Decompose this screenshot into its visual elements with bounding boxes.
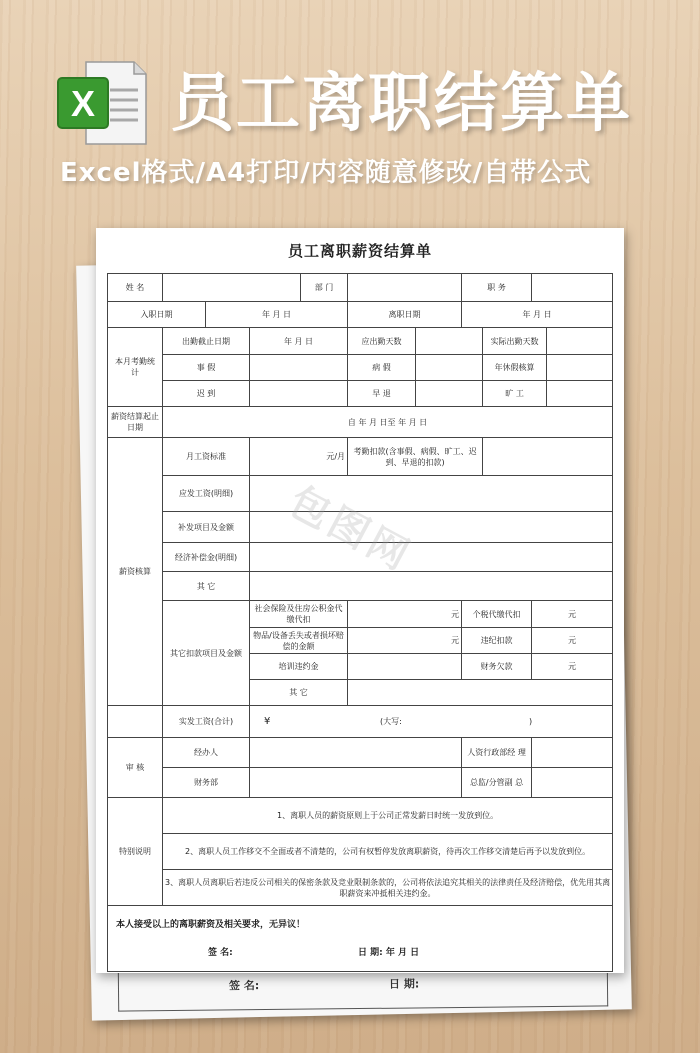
compensation-label: 经济补偿金(明细): [163, 543, 250, 572]
settle-period-field[interactable]: 自 年 月 日至 年 月 日: [163, 407, 613, 438]
table-row: [108, 870, 613, 906]
late-label: 迟 到: [163, 381, 250, 407]
other-deduction-item-field[interactable]: [348, 680, 613, 706]
finance-debt-field[interactable]: 元: [532, 654, 613, 680]
table-row: [108, 906, 613, 972]
form-sheet: [96, 228, 624, 973]
hr-manager-field[interactable]: [532, 738, 613, 768]
banner-subtitle: Excel格式/A4打印/内容随意修改/自带公式: [60, 158, 592, 188]
position-field[interactable]: [532, 274, 613, 302]
note-1: 1、离职人员的薪资原则上于公司正常发薪日时统一发放到位。: [163, 798, 613, 834]
name-field[interactable]: [163, 274, 301, 302]
watermark-text: 包图网: [281, 478, 420, 581]
settle-period-label: 薪资结算起止日期: [108, 407, 163, 438]
name-label: 姓 名: [108, 274, 163, 302]
table-row: [108, 302, 613, 328]
absence-field[interactable]: [547, 381, 613, 407]
entry-date-label: 入职日期: [108, 302, 206, 328]
form-title: 员工离职薪资结算单: [287, 242, 432, 260]
table-row: [108, 543, 613, 572]
director-field[interactable]: [532, 768, 613, 798]
tax-label: 个税代缴代扣: [462, 601, 532, 628]
early-leave-field[interactable]: [416, 381, 483, 407]
dept-label: 部 门: [301, 274, 348, 302]
leave-date-label: 离职日期: [348, 302, 462, 328]
finance-dept-label: 财务部: [163, 768, 250, 798]
note-3: 3、离职人员离职后若违反公司相关的保密条款及竞业限制条款的，公司将依法追究其相关的法律责任及经济赔偿，优先用其离职薪资来冲抵相关违约金。: [163, 870, 613, 906]
supplement-label: 补发项目及金额: [163, 512, 250, 543]
accept-text: 本人接受以上的离职薪资及相关要求，无异议！: [116, 920, 306, 930]
salary-check-label: 薪资核算: [108, 438, 163, 706]
review-label: 审 核: [108, 738, 163, 798]
other-deduction-item-label: 其 它: [250, 680, 348, 706]
sign-label[interactable]: 签 名:: [208, 948, 233, 958]
table-row: [108, 355, 613, 381]
excel-icon: [56, 60, 148, 146]
late-field[interactable]: [250, 381, 348, 407]
table-row: [108, 381, 613, 407]
should-days-label: 应出勤天数: [348, 328, 416, 355]
should-days-field[interactable]: [416, 328, 483, 355]
tax-field[interactable]: 元: [532, 601, 613, 628]
actual-days-field[interactable]: [547, 328, 613, 355]
social-security-label: 社会保险及住房公积金代缴代扣: [250, 601, 348, 628]
actual-days-label: 实际出勤天数: [483, 328, 547, 355]
table-row: [108, 834, 613, 870]
violation-field[interactable]: 元: [532, 628, 613, 654]
personal-leave-label: 事 假: [163, 355, 250, 381]
attendance-label: 本月考勤统 计: [108, 328, 163, 407]
sick-leave-label: 病 假: [348, 355, 416, 381]
other-deduction-label: 其它扣款项目及金额: [163, 601, 250, 706]
supplement-field[interactable]: [250, 512, 613, 543]
violation-label: 违纪扣款: [462, 628, 532, 654]
finance-debt-label: 财务欠款: [462, 654, 532, 680]
back-sign-label: 签 名:: [228, 979, 260, 993]
actual-pay-field[interactable]: [250, 706, 613, 738]
table-row: [108, 407, 613, 438]
handler-field[interactable]: [250, 738, 462, 768]
handler-label: 经办人: [163, 738, 250, 768]
table-row: [108, 438, 613, 476]
goods-loss-label: 物品/设备丢失或者损坏赔偿的金额: [250, 628, 348, 654]
annual-leave-label: 年休假核算: [483, 355, 547, 381]
table-row: [108, 274, 613, 302]
training-field[interactable]: [348, 654, 462, 680]
director-label: 总监/分管副 总: [462, 768, 532, 798]
table-row: [108, 798, 613, 834]
goods-loss-field[interactable]: 元: [348, 628, 462, 654]
table-row: [108, 476, 613, 512]
banner-title: 员工离职结算单: [170, 67, 632, 141]
actual-pay-label: 实发工资(合计): [163, 706, 250, 738]
finance-dept-field[interactable]: [250, 768, 462, 798]
monthly-standard-label: 月工资标准: [163, 438, 250, 476]
table-row: [108, 601, 613, 628]
capital-close: ): [528, 717, 533, 726]
social-security-field[interactable]: 元: [348, 601, 462, 628]
table-row: [108, 738, 613, 768]
yen-symbol: ¥: [264, 716, 271, 727]
note-2: 2、离职人员工作移交不全面或者不清楚的，公司有权暂停发放离职薪资，待再次工作移交清楚后再予以发放到位。: [163, 834, 613, 870]
training-label: 培训违约金: [250, 654, 348, 680]
leave-date-field[interactable]: 年 月 日: [462, 302, 613, 328]
compensation-field[interactable]: [250, 543, 613, 572]
attendance-deduction-field[interactable]: [483, 438, 613, 476]
excel-icon-letter: X: [70, 83, 96, 124]
dept-field[interactable]: [348, 274, 462, 302]
table-row: [108, 768, 613, 798]
personal-leave-field[interactable]: [250, 355, 348, 381]
banner: [0, 0, 700, 200]
entry-date-field[interactable]: 年 月 日: [206, 302, 348, 328]
table-row: [108, 512, 613, 543]
hr-manager-label: 人资行政部经 理: [462, 738, 532, 768]
date-label[interactable]: 日 期: 年 月 日: [358, 948, 420, 958]
special-label: 特别说明: [108, 798, 163, 906]
other-field[interactable]: [250, 572, 613, 601]
sick-leave-field[interactable]: [416, 355, 483, 381]
back-date-label: 日 期:: [388, 977, 420, 991]
payable-field[interactable]: [250, 476, 613, 512]
table-row: [108, 572, 613, 601]
acceptance-cell: [108, 906, 613, 972]
other-label: 其 它: [163, 572, 250, 601]
attendance-end-label: 出勤截止日期: [163, 328, 250, 355]
annual-leave-field[interactable]: [547, 355, 613, 381]
early-leave-label: 早 退: [348, 381, 416, 407]
attendance-end-field[interactable]: 年 月 日: [250, 328, 348, 355]
payable-label: 应发工资(明细): [163, 476, 250, 512]
table-row: [108, 706, 613, 738]
absence-label: 旷 工: [483, 381, 547, 407]
table-row: [108, 328, 613, 355]
attendance-deduction-label: 考勤扣款(含事假、病假、旷工、迟到、早退的扣款): [348, 438, 483, 476]
monthly-standard-field[interactable]: 元/月: [250, 438, 348, 476]
capital-label: (大写:: [380, 717, 402, 726]
position-label: 职 务: [462, 274, 532, 302]
settlement-table: [107, 273, 613, 972]
